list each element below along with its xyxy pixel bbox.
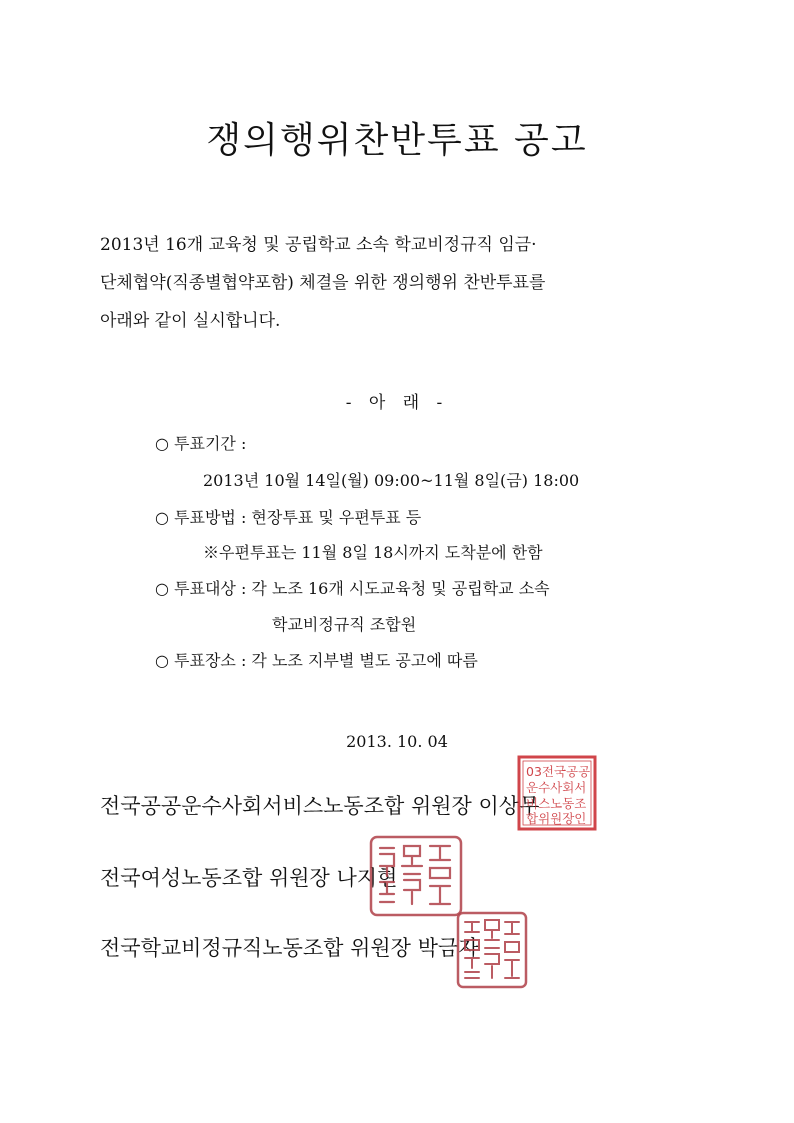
vote-period-label: ○ 투표기간 : xyxy=(155,434,247,453)
vote-method-note: ※우편투표는 11월 8일 18시까지 도착분에 한함 xyxy=(203,543,543,562)
signature-line: 전국학교비정규직노동조합 위원장 박금자 xyxy=(100,936,479,960)
section-heading: - 아 래 - xyxy=(345,393,449,413)
vote-target: ○ 투표대상 : 각 노조 16개 시도교육청 및 공립학교 소속 xyxy=(155,579,550,598)
school-union-seal-stamp xyxy=(455,910,529,990)
vote-target-continuation: 학교비정규직 조합원 xyxy=(272,615,417,634)
intro-paragraph xyxy=(100,226,545,340)
svg-text:운수사회서: 운수사회서 xyxy=(526,780,587,795)
union-seal-stamp xyxy=(516,754,598,832)
womens-union-seal-stamp xyxy=(368,834,464,918)
intro-line: 단체협약(직종별협약포함) 체결을 위한 쟁의행위 찬반투표를 xyxy=(100,273,546,293)
intro-line: 2013년 16개 교육청 및 공립학교 소속 학교비정규직 임금· xyxy=(100,235,537,255)
intro-line: 아래와 같이 실시합니다. xyxy=(100,311,281,331)
signature-line: 전국공공운수사회서비스노동조합 위원장 이상무 xyxy=(100,794,540,818)
signature-line: 전국여성노동조합 위원장 나지현 xyxy=(100,866,398,890)
vote-place: ○ 투표장소 : 각 노조 지부별 별도 공고에 따름 xyxy=(155,651,478,670)
notice-title: 쟁의행위찬반투표 공고 xyxy=(206,120,588,161)
svg-text:비스노동조: 비스노동조 xyxy=(526,796,587,811)
vote-period-value: 2013년 10월 14일(월) 09:00~11월 8일(금) 18:00 xyxy=(203,471,580,490)
notice-date: 2013. 10. 04 xyxy=(346,732,448,751)
svg-text:합위원장인: 합위원장인 xyxy=(526,811,587,826)
svg-text:03전국공공: 03전국공공 xyxy=(526,764,591,779)
vote-method: ○ 투표방법 : 현장투표 및 우편투표 등 xyxy=(155,508,422,527)
